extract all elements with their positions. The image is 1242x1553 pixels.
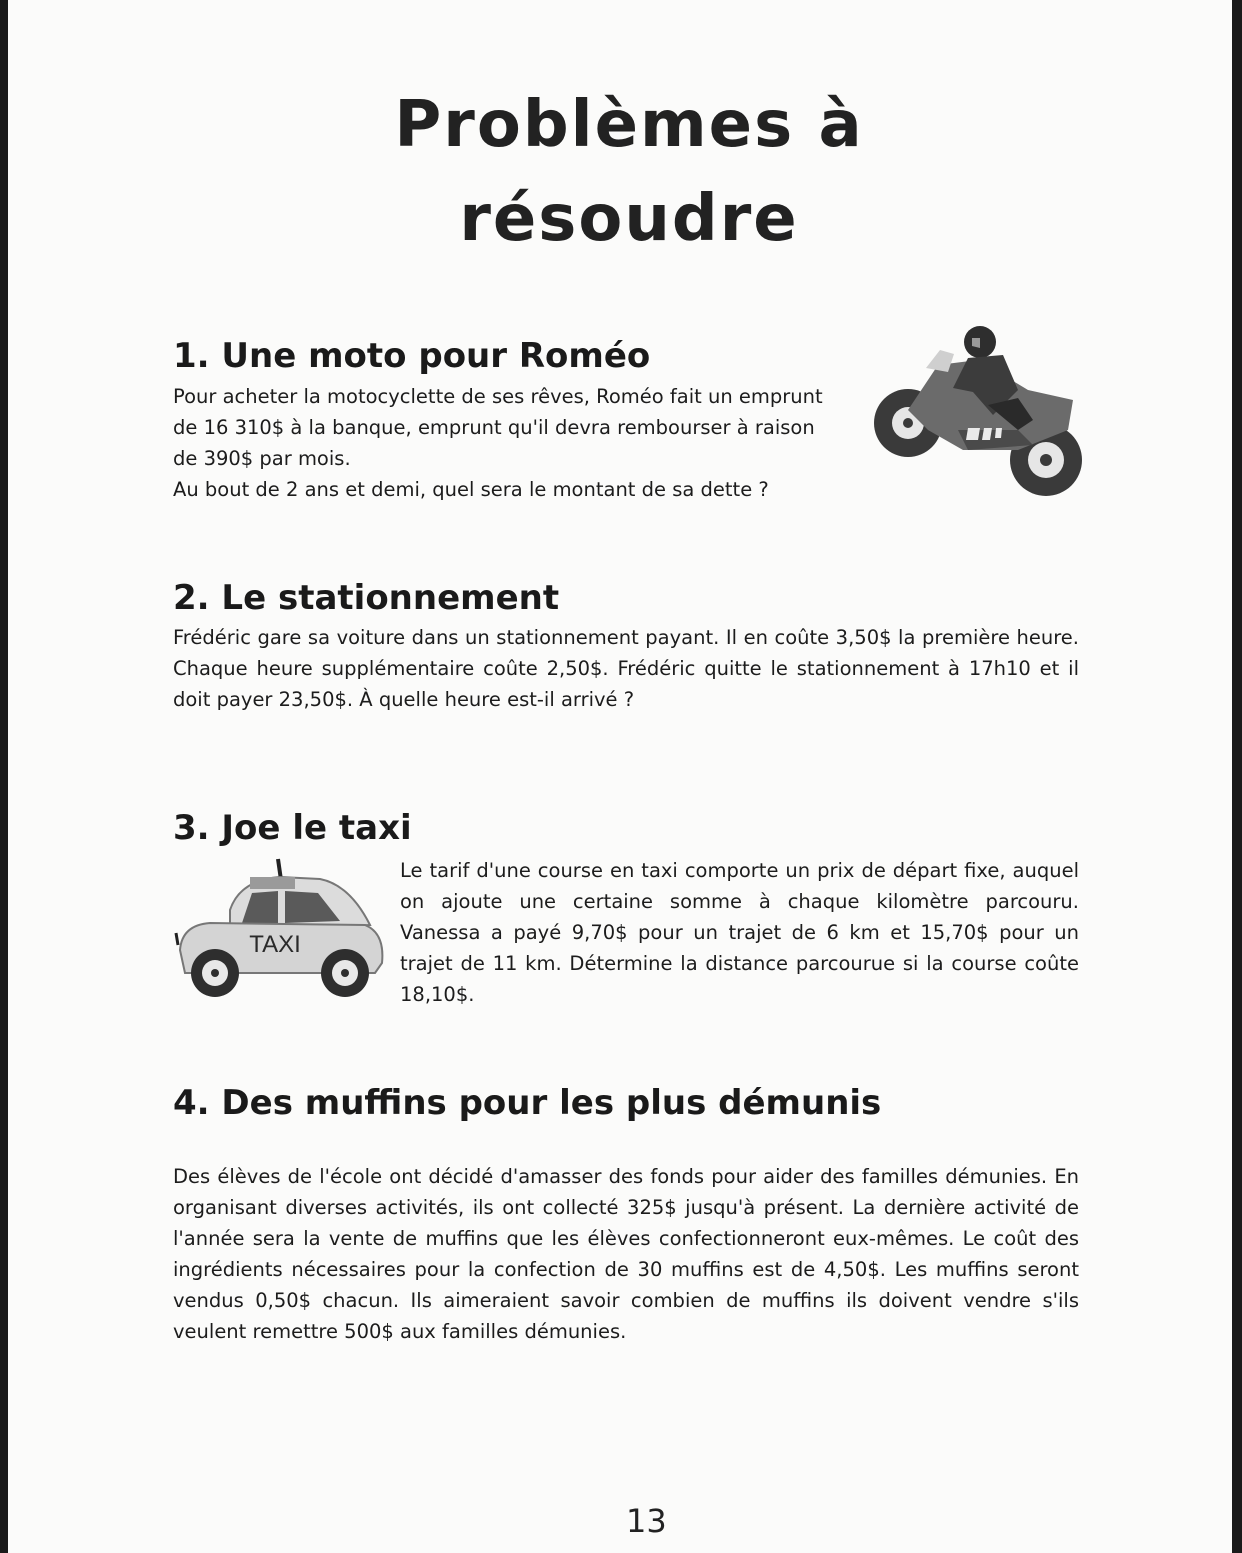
- problem-1-text: [173, 381, 863, 505]
- motorcycle-illustration: [868, 320, 1088, 500]
- problem-1-line-1: Pour acheter la motocyclette de ses rêves, Roméo fait un emprunt: [173, 385, 823, 408]
- problem-4-heading: 4. Des muffins pour les plus démunis: [173, 1083, 882, 1123]
- problem-2-heading: 2. Le stationnement: [173, 578, 560, 618]
- taxi-illustration: [170, 855, 390, 1005]
- problem-3-heading: 3. Joe le taxi: [173, 808, 412, 848]
- problem-1-line-3: de 390$ par mois.: [173, 447, 351, 470]
- problem-1-heading: 1. Une moto pour Roméo: [173, 336, 651, 376]
- page-number: 13: [626, 1502, 667, 1540]
- taxi-sign-text: TAXI: [249, 931, 301, 958]
- problem-4-text: Des élèves de l'école ont décidé d'amasser des fonds pour aider des familles démunies. En organisant diverses activités, ils ont collecté 325$ jusqu'à présent. La dernière activité de l'année sera la vente de muffins que les élèves confectionneront eux-mêmes. Le coût des ingrédients nécessaires pour la confection de 30 muffins est de 4,50$. Les muffins seront vendus 0,50$ chacun. Ils aimeraient savoir combien de muffins ils doivent vendre s'ils veulent remettre 500$ aux familles démunies.: [173, 1165, 1079, 1343]
- problem-3-text: Le tarif d'une course en taxi comporte un prix de départ fixe, auquel on ajoute une certaine somme à chaque kilomètre parcouru. Vanessa a payé 9,70$ pour un trajet de 6 km et 15,70$ pour un trajet de 11 km. Détermine la distance parcourue si la course coûte 18,10$.: [400, 859, 1079, 1006]
- problem-1-line-2: de 16 310$ à la banque, emprunt qu'il devra rembourser à raison: [173, 416, 815, 439]
- problem-1-line-4: Au bout de 2 ans et demi, quel sera le montant de sa dette ?: [173, 478, 769, 501]
- page-title-line-2: résoudre: [459, 182, 799, 256]
- page-title-line-1: Problèmes à: [394, 88, 864, 162]
- problem-2-text: Frédéric gare sa voiture dans un stationnement payant. Il en coûte 3,50$ la première heure. Chaque heure supplémentaire coûte 2,50$. Frédéric quitte le stationnement à 17h10 et il doit payer 23,50$. À quelle heure est-il arrivé ?: [173, 626, 1079, 711]
